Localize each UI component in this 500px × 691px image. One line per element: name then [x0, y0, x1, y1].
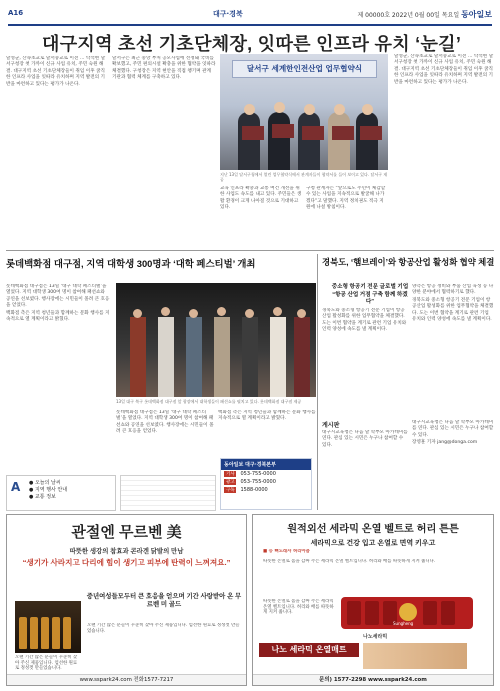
main-story-col3 — [220, 186, 302, 246]
section-label: 대구·경북 — [213, 10, 243, 18]
lotte-body-text-3: 롯데백화점 대구점은 13일 ‘대구 대학 페스티벌’을 열었다. 지역 대학생 300여 명이 참여해 패션쇼와 공연을 선보였다. 행사장에는 시민들이 몰려 큰 호응을 얻었다. — [116, 410, 214, 435]
contact-row — [221, 470, 311, 478]
murben-ad-body: 오랜 기간 많은 분들이 꾸준히 찾아 주신 제품입니다. 엄선한 원료로 정성껏 만들었습니다. — [87, 623, 240, 634]
board-body — [322, 430, 408, 508]
contact-row — [221, 486, 311, 494]
contact-tag: 구독 — [226, 488, 235, 493]
lotte-story-body-3 — [218, 410, 316, 454]
person-head — [362, 104, 373, 115]
main-col1-text: 달성군, 산속초교로 달서중교로 이전 … 탁석현 달서구청장 첫 가까이 신규 사업 유치, 주민 숙원 해결. 대구지역 초선 기초단체장들이 취임 이후 굵직한 인프라 사업을 잇따라 유치하며 지역 발전의 기반을 마련하고 있다는 평가가 나온다. — [6, 56, 106, 87]
belt-segment — [423, 601, 437, 625]
main-col4-text: 구청 관계자는 “앞으로도 주민이 체감할 수 있는 사업을 지속적으로 발굴해 나가겠다”고 말했다. 지역 정치권도 적극 지원에 나설 방침이다. — [306, 186, 386, 211]
agreement-folder — [302, 126, 324, 140]
contact-box — [220, 458, 312, 510]
gyeongbuk-headline: 경북도, ‘햄브레이’와 항공산업 활성화 협약 체결 — [322, 257, 495, 267]
model-figure — [242, 317, 258, 397]
fashion-show-photo — [116, 283, 316, 397]
contact-number: 053-755-0000 — [240, 471, 276, 477]
model-figure — [130, 317, 146, 397]
model-figure — [214, 317, 230, 397]
main-story-col1 — [6, 56, 106, 246]
lotte-headline: 롯데백화점 대구점, 지역 대학생 300명과 ‘대학 페스티벌’ 개최 — [6, 258, 256, 269]
contact-number: 053-755-0000 — [240, 479, 276, 485]
info-box-list — [29, 480, 67, 501]
column-divider — [317, 254, 318, 510]
contact-number: 1588-0000 — [240, 487, 268, 493]
gyeongbuk-subtitle: 중소형 항공기 전문 글로벌 기업 “항공 산업 거점 구축 함께 하겠다” — [331, 284, 409, 306]
murben-ad-sub2: “생기가 사라지고 다리에 힘이 생기고 피부에 탄력이 느껴져요.” — [22, 558, 231, 567]
murben-advertisement — [6, 514, 247, 686]
model-figure — [186, 317, 202, 397]
gyeongbuk-body-text: 경북도와 중소형 항공기 전문 기업이 항공산업 활성화를 위한 업무협약을 체결했다. 도는 이번 협약을 계기로 관련 기업 유치와 인력 양성에 속도를 낼 계획이다. — [322, 308, 407, 333]
model-head — [133, 309, 142, 318]
person-figure — [268, 112, 290, 170]
model-figure — [270, 317, 286, 397]
model-head — [189, 309, 198, 318]
model-head — [245, 309, 254, 318]
person-figure — [356, 112, 378, 170]
lotte-story-body-2 — [116, 410, 214, 454]
murben-ad-sub1: 따뜻한 생강의 참효과 콘라겐 닭발의 만남 — [69, 548, 184, 555]
main-story-col2 — [112, 56, 216, 246]
gyeongbuk-body — [322, 308, 408, 416]
belt-ad-sub2: ■ 등 뼈노래자 허리아픔 — [263, 549, 310, 554]
person-head — [244, 104, 255, 115]
agreement-folder — [242, 126, 264, 140]
product-bottles-image — [15, 601, 81, 653]
bottle — [41, 617, 49, 649]
contact-row — [221, 478, 311, 486]
model-head — [161, 307, 170, 316]
person-head — [274, 102, 285, 113]
gyeongbuk-body-text-3: 경북도와 중소형 항공기 전문 기업이 항공산업 활성화를 위한 업무협약을 체결했다. 도는 이번 협약을 계기로 관련 기업 유치와 인력 양성에 속도를 낼 계획이다. — [412, 297, 494, 323]
ceramic-belt-advertisement — [252, 514, 494, 686]
fashion-caption: 13일 대구 북구 롯데백화점 대구점 앞 광장에서 대학생들이 패션쇼를 펼치고 있다. 롯데백화점 대구점 제공 — [116, 399, 302, 404]
main-col3-text: 교육 인프라 확충과 교통 여건 개선을 위한 사업도 속도를 내고 있다. 주민들은 생활 환경이 크게 나아질 것으로 기대하고 있다. — [220, 186, 302, 211]
board-body-2 — [412, 420, 494, 508]
board-text: 대구시교육청은 다음 달 학부모 아카데미를 연다. 관심 있는 시민은 누구나 참여할 수 있다. — [322, 430, 408, 448]
photo-caption: 지난 13일 달서구청에서 열린 업무협약식에서 관계자들이 협약서를 들어 보이고 있다. 달서구 제공 — [220, 172, 388, 183]
main-headline: 대구지역 초선 기초단체장, 잇따른 인프라 유치 ‘눈길’ — [42, 34, 462, 54]
agreement-folder — [272, 124, 294, 138]
agreement-folder — [332, 126, 354, 140]
main-col5-text: 달성군, 산속초교로 달서중교로 이전 … 탁석현 달서구청장 첫 가까이 신규 사업 유치, 주민 숙원 해결. 대구지역 초선 기초단체장들이 취임 이후 굵직한 인프라 사업을 잇따라 유치하며 지역 발전의 기반을 마련하고 있다는 평가가 나온다. — [394, 54, 494, 85]
main-story-col4 — [306, 186, 388, 246]
bottle — [52, 617, 60, 649]
reporter-byline: 장영훈 기자 jang@donga.com — [412, 440, 478, 446]
belt-logo-icon — [399, 603, 417, 621]
belt-ad-body: 따뜻한 온열로 몸을 감싸 주는 세라믹 온열 벨트입니다. 허리와 배를 따뜻하게 지켜 줍니다. — [263, 559, 436, 564]
model-head — [217, 307, 226, 316]
main-story-col5 — [394, 54, 494, 246]
mat-title: 나노 세라믹 온열매트 — [259, 643, 359, 657]
belt-brand: Sungheng — [393, 621, 414, 626]
person-figure — [328, 112, 350, 170]
main-col2-text: 달서구는 최근 중앙 부처 공모사업에 선정돼 국비를 확보했고, 주민 편의시설 확충을 위한 협약을 잇따라 체결했다. 구청장은 지역 현안을 직접 챙기며 관계 기관과 협력 체계를 구축하고 있다. — [112, 56, 216, 81]
listing-box — [120, 475, 216, 511]
person-figure — [238, 112, 260, 170]
agreement-folder — [360, 126, 382, 140]
contact-tag: 광고 — [226, 480, 235, 485]
belt-ad-title: 원적외선 세라믹 온열 벨트로 허리 튼튼 — [287, 524, 459, 535]
murben-ad-body-2: 오랜 기간 많은 분들이 꾸준히 찾아 주신 제품입니다. 엄선한 원료로 정성껏 만들었습니다. — [15, 655, 78, 672]
photo-banner: 달서구 세계한인전산업 업무협약식 — [232, 60, 377, 78]
gyeongbuk-body-2 — [412, 284, 494, 416]
info-line: ● 교통 정보 — [29, 494, 56, 500]
board-label: 게시판 — [322, 422, 340, 429]
belt-contact-strip: 문의) 1577-2298 www.sspark24.com — [253, 674, 493, 685]
info-line: ● 지역 행사 안내 — [29, 487, 68, 493]
info-box — [6, 475, 116, 511]
bottle — [63, 617, 71, 649]
lotte-body-text-4: 백화점 측은 지역 청년들과 함께하는 문화 행사를 지속적으로 열 계획이라고 밝혔다. — [218, 410, 316, 422]
mat-brand: 나노세라믹 — [363, 634, 388, 640]
page-header — [8, 6, 492, 26]
belt-segment — [347, 601, 361, 625]
belt-segment — [441, 601, 455, 625]
section-divider — [6, 250, 494, 251]
lotte-body-text: 롯데백화점 대구점은 13일 ‘대구 대학 페스티벌’을 열었다. 지역 대학생 300여 명이 참여해 패션쇼와 공연을 선보였다. 행사장에는 시민들이 몰려 큰 호응을 얻었다. — [6, 284, 110, 309]
issue-date: 제 00000호 2022년 0월 00일 목요일 — [357, 12, 460, 19]
lotte-body-text-2: 백화점 측은 지역 청년들과 함께하는 문화 행사를 지속적으로 열 계획이라고 밝혔다. — [6, 310, 110, 323]
model-head — [273, 307, 282, 316]
lotte-story-body — [6, 284, 110, 468]
agreement-photo — [220, 54, 388, 170]
person-head — [304, 104, 315, 115]
model-head — [297, 309, 306, 318]
belt-ad-sub: 세라믹으로 건강 입고 온열로 면역 키우고 — [310, 540, 436, 547]
bottle — [30, 617, 38, 649]
ceramic-belt-image — [341, 597, 473, 629]
issue-info — [357, 9, 492, 20]
belt-segment — [365, 601, 379, 625]
contact-title: 동아일보 대구·경북본부 — [221, 459, 311, 470]
newspaper-logo: 동아일보 — [461, 10, 492, 19]
person-figure — [298, 112, 320, 170]
model-figure — [294, 317, 310, 397]
gyeongbuk-body-text-2: 양측은 항공 정비와 부품 산업 육성 등 다양한 분야에서 협력하기로 했다. — [412, 284, 494, 296]
info-line: ● 오늘의 날씨 — [29, 480, 61, 486]
murben-ad-title: 관절엔 무르벤 美 — [71, 524, 182, 541]
murben-ad-sub3: 중년여성들모두터 큰 호응을 얻으며 기간 사랑받아 온 무르벤 미 골드 — [86, 593, 242, 608]
model-figure — [158, 317, 174, 397]
page-number: A16 — [8, 9, 24, 17]
bottle — [19, 617, 27, 649]
board-text-2: 대구시교육청은 다음 달 학부모 아카데미를 연다. 관심 있는 시민은 누구나 참여할 수 있다. — [412, 420, 494, 438]
info-box-logo: A — [11, 480, 21, 494]
heating-mat-image — [363, 643, 467, 669]
murben-contact-strip: www.sspark24.com 전화1577-7217 — [7, 674, 246, 685]
contact-tag: 기사 — [226, 472, 235, 477]
belt-ad-body-2: 따뜻한 온열로 몸을 감싸 주는 세라믹 온열 벨트입니다. 허리와 배를 따뜻하게 지켜 줍니다. — [263, 599, 334, 616]
person-head — [334, 104, 345, 115]
